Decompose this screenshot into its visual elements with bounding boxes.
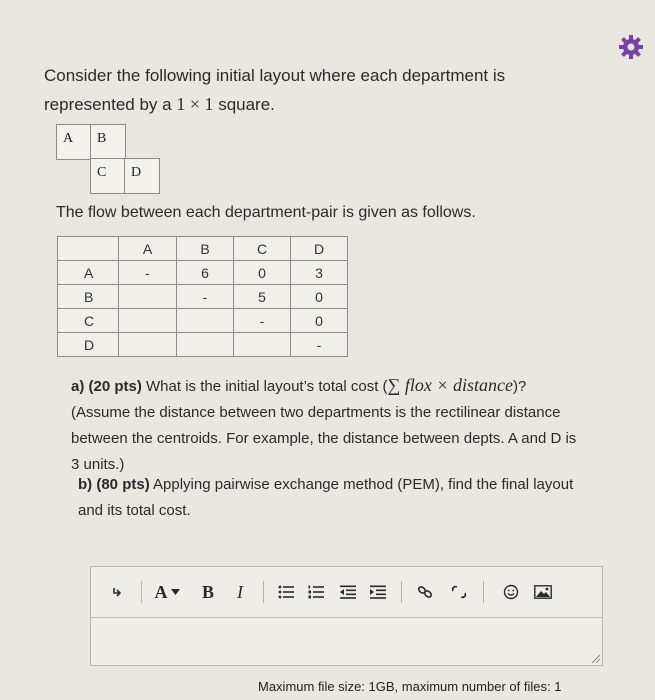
- layout-cell-a-label: A: [63, 131, 74, 146]
- question-intro: [44, 62, 505, 119]
- flow-row-label: C: [58, 309, 119, 333]
- part-a-line-4: 3 units.): [71, 456, 125, 473]
- flow-cell: [177, 333, 234, 357]
- part-b-line-1: [78, 472, 628, 498]
- emoji-button[interactable]: [499, 580, 523, 604]
- settings-gear-icon[interactable]: [618, 34, 644, 60]
- numbered-list-icon: [308, 585, 324, 599]
- smiley-icon: [503, 584, 519, 600]
- flow-header-a: A: [119, 237, 177, 261]
- remove-link-button[interactable]: [447, 580, 471, 604]
- resize-handle-icon[interactable]: [592, 655, 600, 663]
- flow-header-corner: [58, 237, 119, 261]
- bold-button[interactable]: [197, 580, 219, 604]
- italic-button[interactable]: [229, 580, 251, 604]
- flow-cell: 0: [234, 261, 291, 285]
- unlink-icon: [451, 585, 467, 599]
- font-color-label: A: [154, 581, 168, 602]
- flow-cell: -: [119, 261, 177, 285]
- layout-cell-b: [90, 124, 126, 160]
- part-a-label: a): [71, 378, 85, 395]
- chevron-down-icon: [171, 589, 180, 595]
- flow-cell: [119, 333, 177, 357]
- flow-cell: [119, 285, 177, 309]
- question-line-1: Consider the following initial layout where each department is: [44, 66, 506, 85]
- bullet-list-button[interactable]: [275, 580, 297, 604]
- flow-row-label: D: [58, 333, 119, 357]
- toolbar-divider: [263, 581, 264, 603]
- part-a-line-2: (Assume the distance between two departments is the rectilinear distance: [71, 404, 561, 421]
- bold-label: B: [201, 581, 214, 602]
- part-a-text-end: )?: [513, 378, 527, 395]
- layout-cell-b-label: B: [97, 131, 107, 146]
- answer-editor: [90, 566, 603, 666]
- layout-cell-d-label: D: [131, 165, 142, 180]
- italic-label: I: [237, 581, 243, 602]
- answer-textarea[interactable]: [91, 618, 602, 665]
- toolbar-divider: [141, 581, 142, 603]
- flow-cell: -: [177, 285, 234, 309]
- layout-cell-a: [56, 124, 92, 160]
- flow-header-row: [58, 237, 348, 261]
- part-a-line-3: between the centroids. For example, the distance between depts. A and D is: [71, 430, 577, 447]
- part-a-points: (20 pts): [88, 378, 142, 395]
- flow-intro: The flow between each department-pair is given as follows.: [56, 204, 476, 221]
- part-a-text: What is the initial layout’s total cost (: [141, 378, 388, 395]
- outdent-icon: [340, 585, 356, 599]
- insert-link-button[interactable]: [413, 580, 437, 604]
- toolbar-divider: [483, 581, 484, 603]
- flow-cell: -: [234, 309, 291, 333]
- flow-cell: 0: [291, 285, 348, 309]
- flow-cell: [177, 309, 234, 333]
- insert-image-button[interactable]: [531, 580, 555, 604]
- layout-cell-d: [124, 158, 160, 194]
- toolbar-divider: [401, 581, 402, 603]
- flow-cell: 0: [291, 309, 348, 333]
- upload-limits-note: Maximum file size: 1GB, maximum number of files: 1: [258, 679, 562, 694]
- part-a-math: ∑ flox × distance: [387, 375, 513, 395]
- indent-button[interactable]: [367, 580, 389, 604]
- flow-header-c: C: [234, 237, 291, 261]
- flow-table: [57, 236, 348, 357]
- layout-cell-c-label: C: [97, 165, 107, 180]
- editor-toolbar: [91, 567, 602, 618]
- question-line-2: [44, 90, 505, 119]
- flow-header-b: B: [177, 237, 234, 261]
- part-b-label: b): [78, 476, 93, 493]
- flow-cell: [119, 309, 177, 333]
- font-color-button[interactable]: [149, 580, 185, 604]
- indent-icon: [370, 585, 386, 599]
- flow-row-d: [58, 333, 348, 357]
- question-line-2-end: square.: [213, 95, 275, 114]
- question-line-2-text: represented by a: [44, 95, 177, 114]
- flow-cell: [234, 333, 291, 357]
- image-icon: [534, 585, 552, 599]
- flow-cell: 3: [291, 261, 348, 285]
- square-size-math: 1 × 1: [176, 94, 214, 114]
- outdent-button[interactable]: [337, 580, 359, 604]
- part-a-line-1: [71, 372, 621, 400]
- flow-row-label: A: [58, 261, 119, 285]
- flow-header-d: D: [291, 237, 348, 261]
- part-b-text: Applying pairwise exchange method (PEM), find the final layout: [149, 476, 574, 493]
- flow-row-b: [58, 285, 348, 309]
- arrow-down-right-icon: [111, 586, 123, 598]
- flow-cell: 5: [234, 285, 291, 309]
- link-icon: [417, 585, 433, 599]
- flow-row-c: [58, 309, 348, 333]
- flow-cell: 6: [177, 261, 234, 285]
- flow-cell: -: [291, 333, 348, 357]
- flow-row-a: [58, 261, 348, 285]
- part-b-line-2: and its total cost.: [78, 502, 191, 519]
- bullet-list-icon: [278, 585, 294, 599]
- flow-row-label: B: [58, 285, 119, 309]
- part-a-question: [71, 372, 621, 478]
- part-b-question: [78, 472, 628, 524]
- part-b-points: (80 pts): [96, 476, 150, 493]
- numbered-list-button[interactable]: [305, 580, 327, 604]
- layout-cell-c: [90, 158, 126, 194]
- collapse-toolbar-button[interactable]: [105, 580, 129, 604]
